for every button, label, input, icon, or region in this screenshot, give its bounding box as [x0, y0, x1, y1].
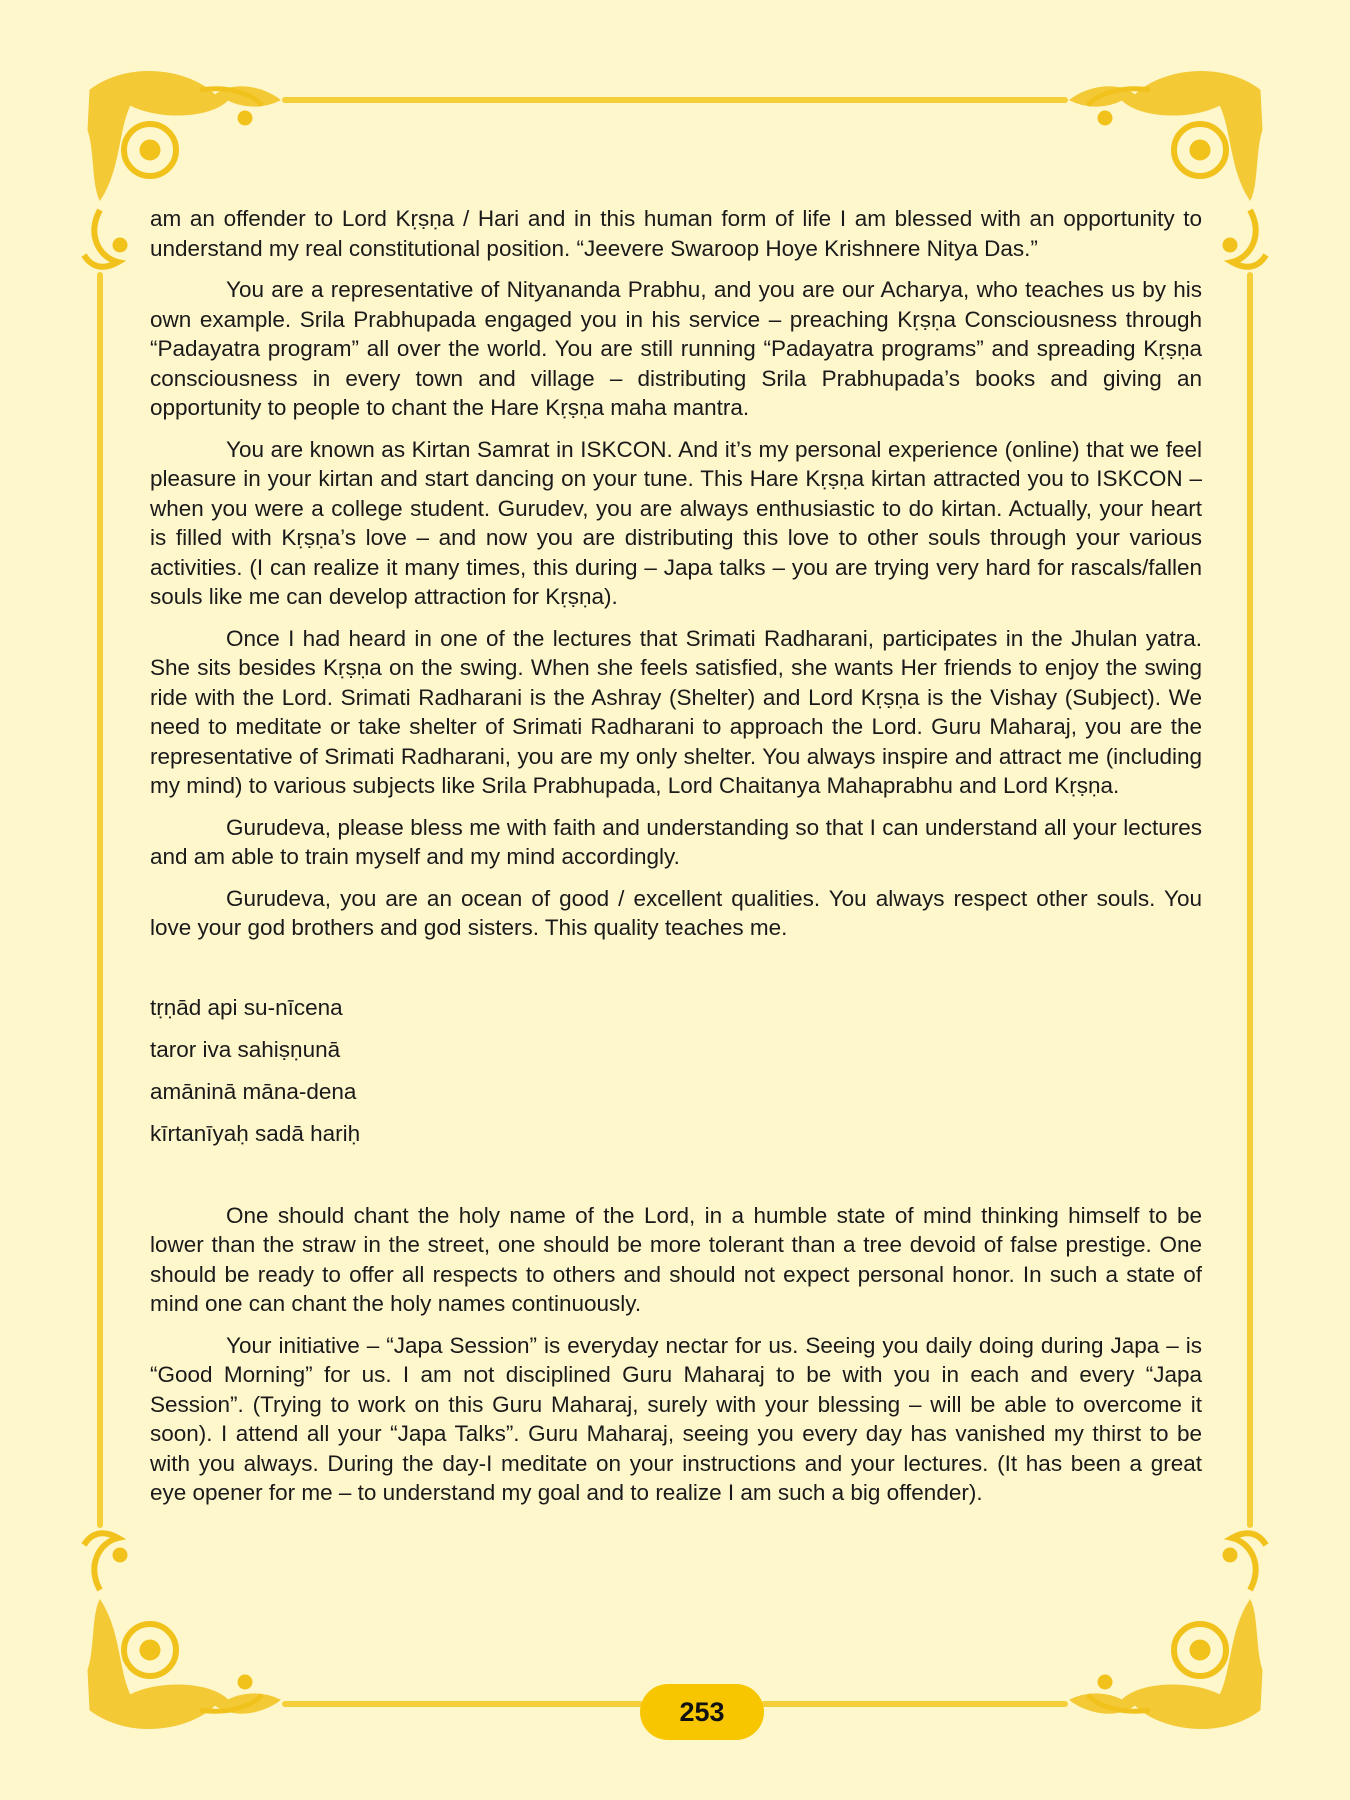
page-body [150, 204, 1202, 1520]
page-number-badge [640, 1684, 764, 1740]
verse-line-2: taror iva sahiṣṇunā [150, 1036, 341, 1062]
corner-ornament-bottom-right [1070, 1533, 1266, 1728]
paragraph-3: You are known as Kirtan Samrat in ISKCON. And it’s my personal experience (online) that we feel pleasure in your kirtan and start dancing on your tune. This Hare Kṛṣṇa kirtan attracted you to ISKCON – when you were a college student. Gurudev, you are always enthusiastic to do kirtan. Actually, your heart is filled with Kṛṣṇa’s love – and now you are distributing this love to other souls through your various activities. (I can realize it many times, this during – Japa talks – you are trying very hard for rascals/fallen souls like me can develop attraction for Kṛṣṇa). [150, 436, 1202, 609]
paragraph-8: Your initiative – “Japa Session” is everyday nectar for us. Seeing you daily doing during Japa – is “Good Morning” for us. I am not disciplined Guru Maharaj to be with you in each and every “Japa Session”. (Trying to work on this Guru Maharaj, surely with your blessing – will be able to overcome it soon). I attend all your “Japa Talks”. Guru Maharaj, seeing you every day has vanished my thirst to be with you always. During the day-I meditate on your instructions and your lectures. (It has been a great eye opener for me – to understand my goal and to realize I am such a big offender). [150, 1332, 1202, 1505]
verse-line-3: amāninā māna-dena [150, 1078, 357, 1104]
verse-block [150, 987, 1202, 1155]
paragraph-1: am an offender to Lord Kṛṣṇa / Hari and in this human form of life I am blessed with an opportunity to understand my real constitutional position. “Jeevere Swaroop Hoye Krishnere Nitya Das.” [150, 206, 1202, 261]
verse-line-1: tṛṇād api su-nīcena [150, 994, 343, 1020]
paragraph-4: Once I had heard in one of the lectures that Srimati Radharani, participates in the Jhulan yatra. She sits besides Kṛṣṇa on the swing. When she feels satisfied, she wants Her friends to enjoy the swing ride with the Lord. Srimati Radharani is the Ashray (Shelter) and Lord Kṛṣṇa is the Vishay (Subject). We need to meditate or take shelter of Srimati Radharani to approach the Lord. Guru Maharaj, you are the representative of Srimati Radharani, you are my only shelter. You always inspire and attract me (including my mind) to various subjects like Srila Prabhupada, Lord Chaitanya Mahaprabhu and Lord Kṛṣṇa. [150, 625, 1202, 798]
paragraph-7: One should chant the holy name of the Lord, in a humble state of mind thinking himself to be lower than the straw in the street, one should be more tolerant than a tree devoid of false prestige. One should be ready to offer all respects to others and should not expect personal honor. In such a state of mind one can chant the holy names continuously. [150, 1202, 1202, 1316]
paragraph-5: Gurudeva, please bless me with faith and understanding so that I can understand all your lectures and am able to train myself and my mind accordingly. [150, 814, 1202, 869]
paragraph-2: You are a representative of Nityananda Prabhu, and you are our Acharya, who teaches us by his own example. Srila Prabhupada engaged you in his service – preaching Kṛṣṇa Consciousness through “Padayatra program” all over the world. You are still running “Padayatra programs” and spreading Kṛṣṇa consciousness in every town and village – distributing Srila Prabhupada’s books and giving an opportunity to people to chant the Hare Kṛṣṇa maha mantra. [150, 277, 1202, 420]
verse-line-4: kīrtanīyaḥ sadā hariḥ [150, 1120, 361, 1146]
corner-ornament-bottom-left [84, 1533, 280, 1728]
page-number: 253 [679, 1696, 725, 1727]
paragraph-6: Gurudeva, you are an ocean of good / excellent qualities. You always respect other souls. You love your god brothers and god sisters. This quality teaches me. [150, 885, 1202, 940]
